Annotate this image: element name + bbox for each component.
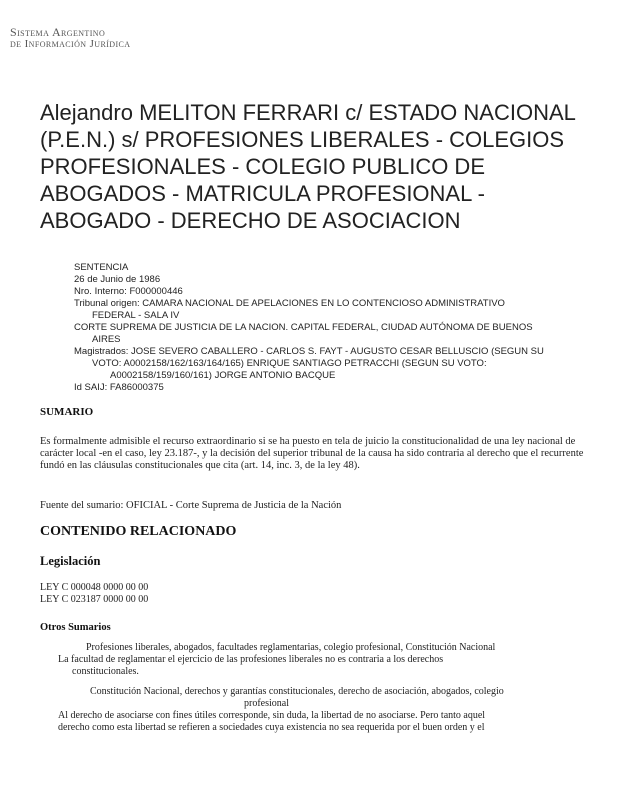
magistrates-cont-2: A0002158/159/160/161) JORGE ANTONIO BACQUE: [110, 370, 336, 381]
related-summary-text-line: Al derecho de asociarse con fines útiles corresponde, sin duda, la libertad de no asociarse. Pero tanto aquel: [58, 710, 486, 721]
court: CORTE SUPREMA DE JUSTICIA DE LA NACION. CAPITAL FEDERAL, CIUDAD AUTÓNOMA DE BUENOS: [74, 322, 533, 333]
saij-id: Id SAIJ: FA86000375: [74, 382, 164, 393]
brand-line-2: de Información Jurídica: [10, 38, 131, 50]
tribunal-origin-cont: FEDERAL - SALA IV: [92, 310, 180, 321]
summary-heading: SUMARIO: [40, 406, 94, 418]
related-summary-keywords: Profesiones liberales, abogados, facultades reglamentarias, colegio profesional, Constitución Nacional: [86, 642, 496, 653]
court-cont: AIRES: [92, 334, 121, 345]
brand-line-1: Sistema Argentino: [10, 25, 106, 39]
document-type: SENTENCIA: [74, 262, 129, 273]
legislation-heading: Legislación: [40, 554, 101, 568]
related-summary-text: [40, 654, 600, 678]
document-metadata: [74, 262, 609, 394]
other-summaries-heading: Otros Sumarios: [40, 622, 111, 633]
related-summary-keywords-cont: profesional: [244, 698, 289, 709]
law-link[interactable]: LEY C 000048 0000 00 00: [40, 582, 149, 593]
related-summary-text-line: derecho como esta libertad se refieren a sociedades cuya existencia no sea requerida por el buen orden y el: [58, 722, 485, 733]
related-summary-keywords: Constitución Nacional, derechos y garantías constitucionales, derecho de asociación, abogados, colegio: [90, 686, 504, 697]
related-summary-text-line: constitucionales.: [72, 666, 139, 677]
related-summary-item[interactable]: [40, 642, 600, 678]
internal-number: Nro. Interno: F000000446: [74, 286, 183, 297]
related-summary-text-line: La facultad de reglamentar el ejercicio de las profesiones liberales no es contraria a los derechos: [58, 654, 444, 665]
magistrates: Magistrados: JOSE SEVERO CABALLERO - CARLOS S. FAYT - AUGUSTO CESAR BELLUSCIO (SEGUN SU: [74, 346, 544, 357]
summary-source: Fuente del sumario: OFICIAL - Corte Suprema de Justicia de la Nación: [40, 500, 342, 511]
brand-logo: [10, 26, 130, 50]
related-summary-text: [40, 710, 600, 734]
related-summary-item[interactable]: [40, 686, 600, 734]
legislation-list: [40, 582, 600, 606]
summary-text: Es formalmente admisible el recurso extraordinario si se ha puesto en tela de juicio la constitucionalidad de una ley nacional de carácter local -en el caso, ley 23.187-, y la decisión del superior tribunal de la causa ha sido contraria al derecho que el recurrente fundó en las cláusulas constitucionales que cita (art. 14, inc. 3, de la ley 48).: [40, 436, 584, 471]
tribunal-origin: Tribunal origen: CAMARA NACIONAL DE APELACIONES EN LO CONTENCIOSO ADMINISTRATIVO: [74, 298, 505, 309]
related-content-heading: CONTENIDO RELACIONADO: [40, 524, 237, 539]
law-link[interactable]: LEY C 023187 0000 00 00: [40, 594, 149, 605]
magistrates-cont-1: VOTO: A0002158/162/163/164/165) ENRIQUE SANTIAGO PETRACCHI (SEGUN SU VOTO:: [92, 358, 487, 369]
related-summaries: [40, 642, 600, 734]
document-date: 26 de Junio de 1986: [74, 274, 161, 285]
document-title: Alejandro MELITON FERRARI c/ ESTADO NACIONAL (P.E.N.) s/ PROFESIONES LIBERALES - COLEGIOS PROFESIONALES - COLEGIO PUBLICO DE ABOGADOS - MATRICULA PROFESIONAL - ABOGADO - DERECHO DE ASOCIACION: [40, 100, 576, 233]
